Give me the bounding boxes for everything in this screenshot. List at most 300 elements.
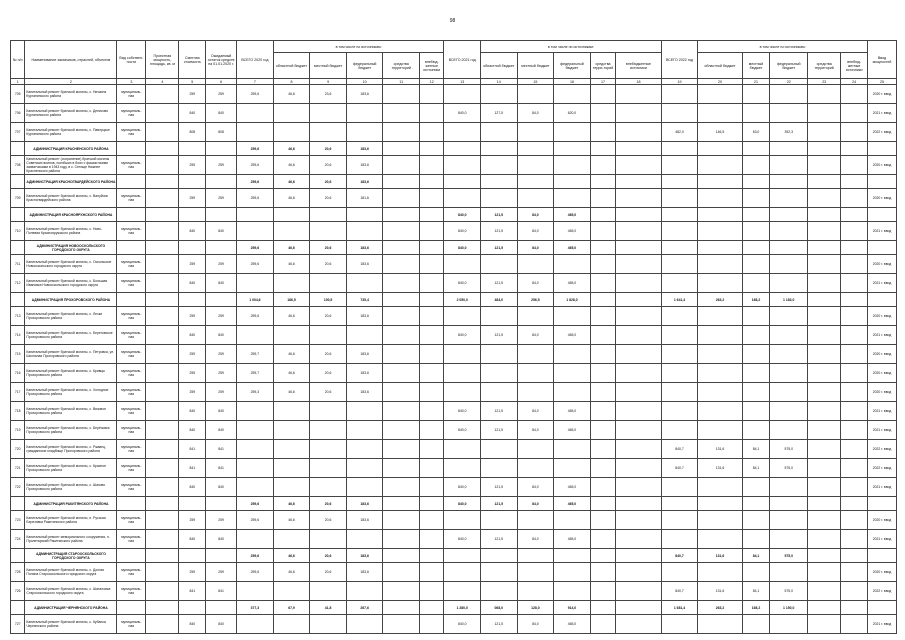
table-cell xyxy=(420,615,444,634)
table-cell: Капитальный ремонт братской могилы, с. Петровка, ул. Школьная Прохоровского района xyxy=(25,345,117,364)
table-cell: 2020 г. ввод xyxy=(867,345,896,364)
table-cell: 259 xyxy=(179,345,206,364)
table-cell: 724 xyxy=(11,530,25,549)
table-cell xyxy=(310,478,347,497)
table-cell xyxy=(867,601,896,615)
table-cell xyxy=(481,345,518,364)
table-cell xyxy=(517,123,554,142)
table-cell: 183,6 xyxy=(346,345,383,364)
table-cell: 808 xyxy=(206,123,237,142)
table-cell xyxy=(310,274,347,293)
table-cell: 392,3 xyxy=(770,123,808,142)
table-cell xyxy=(517,383,554,402)
table-cell xyxy=(590,274,616,293)
table-cell xyxy=(742,563,770,582)
table-cell xyxy=(383,222,420,241)
table-cell: 259 xyxy=(206,345,237,364)
table-cell xyxy=(661,563,698,582)
table-cell xyxy=(237,104,274,123)
table-cell: 465,0 xyxy=(554,208,591,222)
table-cell xyxy=(346,208,383,222)
table-cell: 20,6 xyxy=(310,307,347,326)
table-cell: 840 xyxy=(206,421,237,440)
table-cell: 121,5 xyxy=(481,402,518,421)
table-cell xyxy=(444,383,481,402)
table-cell: муниципаль-ная xyxy=(117,530,146,549)
table-cell xyxy=(841,142,868,156)
table-cell xyxy=(237,582,274,601)
table-cell xyxy=(554,142,591,156)
table-cell xyxy=(420,440,444,459)
table-cell: 46,6 xyxy=(273,85,310,104)
table-cell xyxy=(808,530,841,549)
col-header: ВСЕГО 2022 год xyxy=(661,41,698,79)
table-cell: 84,0 xyxy=(517,274,554,293)
table-cell: 482,0 xyxy=(661,123,698,142)
column-index-cell: 13 xyxy=(444,79,481,85)
table-cell: 259 xyxy=(179,156,206,175)
table-cell: 121,5 xyxy=(481,497,518,511)
table-cell xyxy=(808,497,841,511)
table-cell: 259,6 xyxy=(237,241,274,255)
table-cell: Капитальный ремонт братской могилы, с. Кривцы Прохоровского района xyxy=(25,364,117,383)
table-cell: 465,0 xyxy=(554,421,591,440)
table-cell: 259 xyxy=(206,511,237,530)
group-header: в том числе по источникам: xyxy=(273,41,444,53)
table-cell xyxy=(808,222,841,241)
col-header: федеральный бюджет xyxy=(770,53,808,79)
table-cell xyxy=(146,293,179,307)
table-cell: 259,6 xyxy=(237,511,274,530)
table-cell xyxy=(590,478,616,497)
table-cell xyxy=(146,241,179,255)
table-cell: 620,0 xyxy=(554,104,591,123)
table-cell: Капитальный ремонт братской могилы, с. Валуйчик Красногвардейского района xyxy=(25,189,117,208)
table-cell xyxy=(770,85,808,104)
table-cell: муниципаль-ная xyxy=(117,383,146,402)
table-cell xyxy=(273,530,310,549)
table-cell: 259 xyxy=(206,307,237,326)
table-cell: муниципаль-ная xyxy=(117,421,146,440)
table-cell xyxy=(841,421,868,440)
table-cell xyxy=(146,601,179,615)
table-cell: 46,6 xyxy=(273,142,310,156)
table-cell: 840,0 xyxy=(444,402,481,421)
table-cell: 840,0 xyxy=(444,497,481,511)
table-cell: 840 xyxy=(206,104,237,123)
table-cell xyxy=(273,123,310,142)
table-cell xyxy=(554,440,591,459)
table-cell xyxy=(420,601,444,615)
table-cell xyxy=(808,189,841,208)
table-cell xyxy=(742,478,770,497)
table-cell xyxy=(698,402,742,421)
table-cell: 41,8 xyxy=(310,601,347,615)
table-cell xyxy=(420,241,444,255)
table-cell: 068,0 xyxy=(481,601,518,615)
table-cell: 183,6 xyxy=(346,563,383,582)
table-cell xyxy=(237,326,274,345)
table-cell xyxy=(420,255,444,274)
table-cell: 46,6 xyxy=(273,307,310,326)
table-cell: 183,6 xyxy=(346,85,383,104)
table-cell: 20,6 xyxy=(310,241,347,255)
table-cell xyxy=(616,241,661,255)
table-cell: 1 681,4 xyxy=(661,601,698,615)
table-cell: 183,6 xyxy=(346,142,383,156)
table-cell xyxy=(742,364,770,383)
table-cell xyxy=(770,104,808,123)
column-index-cell: 1 xyxy=(11,79,25,85)
table-cell xyxy=(808,293,841,307)
table-cell xyxy=(808,345,841,364)
table-cell xyxy=(698,104,742,123)
table-cell xyxy=(770,497,808,511)
table-cell xyxy=(444,582,481,601)
table-cell xyxy=(841,307,868,326)
table-cell xyxy=(383,530,420,549)
page-number: 98 xyxy=(449,18,456,24)
table-cell xyxy=(481,383,518,402)
table-cell: 840 xyxy=(179,326,206,345)
column-index-cell: 12 xyxy=(420,79,444,85)
org-header-row xyxy=(11,549,897,563)
table-cell: Капитальный ремонт братской могилы, с. Долгая Поляна Старооскольского городского округа xyxy=(25,563,117,582)
table-cell xyxy=(841,222,868,241)
table-cell: муниципаль-ная xyxy=(117,615,146,634)
table-cell xyxy=(590,142,616,156)
table-cell xyxy=(841,255,868,274)
table-cell: 840 xyxy=(179,222,206,241)
table-cell xyxy=(661,345,698,364)
table-cell xyxy=(616,123,661,142)
table-cell: 84,0 xyxy=(517,104,554,123)
table-cell xyxy=(179,241,206,255)
table-cell xyxy=(841,104,868,123)
table-cell xyxy=(420,326,444,345)
table-cell xyxy=(444,364,481,383)
table-cell: муниципаль-ная xyxy=(117,156,146,175)
table-cell xyxy=(867,549,896,563)
col-header: местный бюджет xyxy=(742,53,770,79)
table-cell xyxy=(661,189,698,208)
table-cell: 2020 г. ввод xyxy=(867,383,896,402)
col-header: Вид собствен-ности xyxy=(117,41,146,79)
table-cell xyxy=(616,563,661,582)
table-cell xyxy=(310,459,347,478)
table-cell xyxy=(273,421,310,440)
table-cell xyxy=(554,156,591,175)
table-cell xyxy=(742,615,770,634)
table-cell: 465,0 xyxy=(554,326,591,345)
table-cell xyxy=(346,402,383,421)
table-cell xyxy=(698,383,742,402)
table-cell xyxy=(420,478,444,497)
table-cell xyxy=(11,549,25,563)
table-cell xyxy=(590,421,616,440)
table-cell xyxy=(146,222,179,241)
table-cell: 84,0 xyxy=(517,497,554,511)
table-cell: 2 050,0 xyxy=(444,293,481,307)
table-cell: 131,6 xyxy=(698,459,742,478)
table-cell xyxy=(11,175,25,189)
table-cell xyxy=(590,85,616,104)
table-cell: 131,6 xyxy=(698,549,742,563)
table-cell: 168,2 xyxy=(742,601,770,615)
table-cell xyxy=(808,123,841,142)
table-cell xyxy=(420,189,444,208)
table-cell xyxy=(346,530,383,549)
table-cell xyxy=(742,222,770,241)
table-cell xyxy=(346,104,383,123)
table-cell xyxy=(554,459,591,478)
table-cell xyxy=(237,459,274,478)
table-cell xyxy=(237,208,274,222)
table-cell xyxy=(444,123,481,142)
table-cell xyxy=(590,175,616,189)
table-cell xyxy=(383,511,420,530)
table-cell: 710 xyxy=(11,222,25,241)
table-cell: 183,6 xyxy=(346,307,383,326)
table-cell: 84,0 xyxy=(517,241,554,255)
table-cell xyxy=(590,222,616,241)
table-cell: 20,6 xyxy=(310,255,347,274)
table-cell xyxy=(841,383,868,402)
table-cell xyxy=(590,530,616,549)
table-cell xyxy=(742,156,770,175)
table-row xyxy=(11,274,897,293)
table-cell: 840,7 xyxy=(661,459,698,478)
table-cell: 46,6 xyxy=(273,497,310,511)
table-cell xyxy=(117,549,146,563)
table-cell: 2021 г. ввод xyxy=(867,274,896,293)
column-index-cell: 22 xyxy=(770,79,808,85)
table-cell: 840 xyxy=(179,478,206,497)
table-cell xyxy=(420,402,444,421)
table-cell xyxy=(383,497,420,511)
table-row xyxy=(11,440,897,459)
table-cell: Капитальный ремонт братской могилы, с. Берёзовка Прохоровского района xyxy=(25,421,117,440)
table-cell xyxy=(310,440,347,459)
org-header-row xyxy=(11,601,897,615)
table-cell xyxy=(273,104,310,123)
table-cell: Капитальный ремонт братской могилы, с. Большая Ивановка Новооскольского городского округа xyxy=(25,274,117,293)
table-cell: 186,5 xyxy=(273,293,310,307)
table-cell xyxy=(698,175,742,189)
table-cell: 840 xyxy=(206,615,237,634)
table-cell xyxy=(770,208,808,222)
table-cell xyxy=(808,549,841,563)
table-cell xyxy=(661,421,698,440)
table-cell xyxy=(383,123,420,142)
table-cell xyxy=(770,530,808,549)
table-cell xyxy=(742,421,770,440)
table-cell: 841 xyxy=(179,459,206,478)
table-cell: 709 xyxy=(11,189,25,208)
table-cell xyxy=(698,497,742,511)
table-cell: 84,0 xyxy=(517,530,554,549)
table-cell xyxy=(770,326,808,345)
table-cell: 259,6 xyxy=(237,142,274,156)
table-cell xyxy=(146,156,179,175)
table-cell xyxy=(146,307,179,326)
table-cell xyxy=(444,549,481,563)
table-cell xyxy=(616,222,661,241)
table-cell xyxy=(770,478,808,497)
table-cell: 711 xyxy=(11,255,25,274)
table-cell: 465,0 xyxy=(554,478,591,497)
table-cell xyxy=(310,123,347,142)
table-cell xyxy=(383,85,420,104)
table-cell xyxy=(346,123,383,142)
table-cell xyxy=(383,364,420,383)
table-cell xyxy=(841,497,868,511)
table-cell xyxy=(146,189,179,208)
col-header: Ожидаемый остаток средств на 01.01.2020 г. xyxy=(206,41,237,79)
table-cell: муниципаль-ная xyxy=(117,582,146,601)
table-cell xyxy=(420,156,444,175)
table-cell xyxy=(444,175,481,189)
table-cell xyxy=(770,189,808,208)
table-cell xyxy=(444,511,481,530)
table-cell: 840,0 xyxy=(444,222,481,241)
table-cell: 914,0 xyxy=(554,601,591,615)
table-cell xyxy=(808,326,841,345)
column-index-cell: 16 xyxy=(554,79,591,85)
table-cell xyxy=(808,440,841,459)
table-row xyxy=(11,255,897,274)
table-cell: 259 xyxy=(206,189,237,208)
table-cell xyxy=(383,549,420,563)
column-index-cell: 8 xyxy=(273,79,310,85)
table-cell: 808 xyxy=(179,123,206,142)
table-cell: 841 xyxy=(206,459,237,478)
table-cell: 259 xyxy=(179,85,206,104)
column-index-cell: 17 xyxy=(590,79,616,85)
table-cell xyxy=(206,601,237,615)
table-cell: 183,6 xyxy=(346,175,383,189)
table-cell xyxy=(517,189,554,208)
table-cell: 723 xyxy=(11,511,25,530)
table-cell: 259 xyxy=(206,85,237,104)
table-cell xyxy=(616,421,661,440)
table-row xyxy=(11,364,897,383)
table-cell xyxy=(590,345,616,364)
table-cell xyxy=(808,85,841,104)
table-cell xyxy=(698,156,742,175)
table-cell: 259 xyxy=(206,255,237,274)
table-cell xyxy=(237,222,274,241)
table-cell xyxy=(698,222,742,241)
table-cell: АДМИНИСТРАЦИЯ ЧЕРНЯНСКОГО РАЙОНА xyxy=(25,601,117,615)
table-cell xyxy=(808,615,841,634)
table-cell: 121,5 xyxy=(481,241,518,255)
table-cell xyxy=(616,274,661,293)
table-cell xyxy=(420,307,444,326)
table-cell: 2021 г. ввод xyxy=(867,326,896,345)
table-cell: 128,0 xyxy=(517,601,554,615)
table-cell xyxy=(517,511,554,530)
table-cell xyxy=(808,142,841,156)
table-cell xyxy=(808,511,841,530)
table-cell xyxy=(420,530,444,549)
table-cell: 259,6 xyxy=(237,189,274,208)
table-cell: 1 280,0 xyxy=(444,601,481,615)
table-cell: 840,0 xyxy=(444,615,481,634)
table-cell: 715 xyxy=(11,345,25,364)
table-cell xyxy=(206,175,237,189)
table-cell: 259,6 xyxy=(237,307,274,326)
table-cell xyxy=(383,189,420,208)
table-cell xyxy=(841,563,868,582)
table-cell xyxy=(661,497,698,511)
table-cell xyxy=(383,104,420,123)
table-cell xyxy=(616,530,661,549)
table-cell xyxy=(146,582,179,601)
table-row xyxy=(11,421,897,440)
table-cell xyxy=(698,208,742,222)
table-cell: 46,6 xyxy=(273,156,310,175)
table-cell xyxy=(237,440,274,459)
table-cell xyxy=(661,85,698,104)
table-cell xyxy=(742,530,770,549)
table-cell xyxy=(742,345,770,364)
table-cell xyxy=(616,142,661,156)
table-cell: 63,0 xyxy=(742,123,770,142)
column-index-cell: 24 xyxy=(841,79,868,85)
table-cell xyxy=(616,104,661,123)
table-cell: Капитальный ремонт братской могилы, с. Береговское Прохоровского района xyxy=(25,326,117,345)
org-header-row xyxy=(11,293,897,307)
table-cell: 181,6 xyxy=(346,189,383,208)
table-cell xyxy=(742,511,770,530)
table-cell xyxy=(146,364,179,383)
table-cell xyxy=(554,175,591,189)
table-cell: 259 xyxy=(179,511,206,530)
col-header: Проектная мощность, площадь, кв. м xyxy=(146,41,179,79)
table-cell: 840,7 xyxy=(661,582,698,601)
table-cell xyxy=(661,142,698,156)
table-cell: 259 xyxy=(206,156,237,175)
table-cell: 183,6 xyxy=(346,383,383,402)
table-cell xyxy=(661,241,698,255)
table-cell: 840,0 xyxy=(444,104,481,123)
table-cell: 259,6 xyxy=(237,497,274,511)
table-cell xyxy=(346,615,383,634)
table-cell xyxy=(444,440,481,459)
col-header: местный бюджет xyxy=(517,53,554,79)
table-cell xyxy=(808,601,841,615)
table-cell xyxy=(146,421,179,440)
table-cell: 840 xyxy=(179,421,206,440)
org-header-row xyxy=(11,142,897,156)
table-cell xyxy=(383,478,420,497)
table-cell: 256,5 xyxy=(517,293,554,307)
table-cell xyxy=(117,241,146,255)
col-header: областной бюджет xyxy=(698,53,742,79)
table-cell: 1 004,6 xyxy=(237,293,274,307)
table-cell: 259 xyxy=(179,563,206,582)
table-cell xyxy=(237,421,274,440)
table-cell: 84,1 xyxy=(742,549,770,563)
table-cell: 2021 г. ввод xyxy=(867,222,896,241)
table-cell xyxy=(146,345,179,364)
table-cell xyxy=(698,142,742,156)
col-header: федеральный бюджет xyxy=(346,53,383,79)
table-cell: 46,6 xyxy=(273,189,310,208)
col-header: внебюд-жетные источники xyxy=(841,53,868,79)
table-cell: 2021 г. ввод xyxy=(867,478,896,497)
